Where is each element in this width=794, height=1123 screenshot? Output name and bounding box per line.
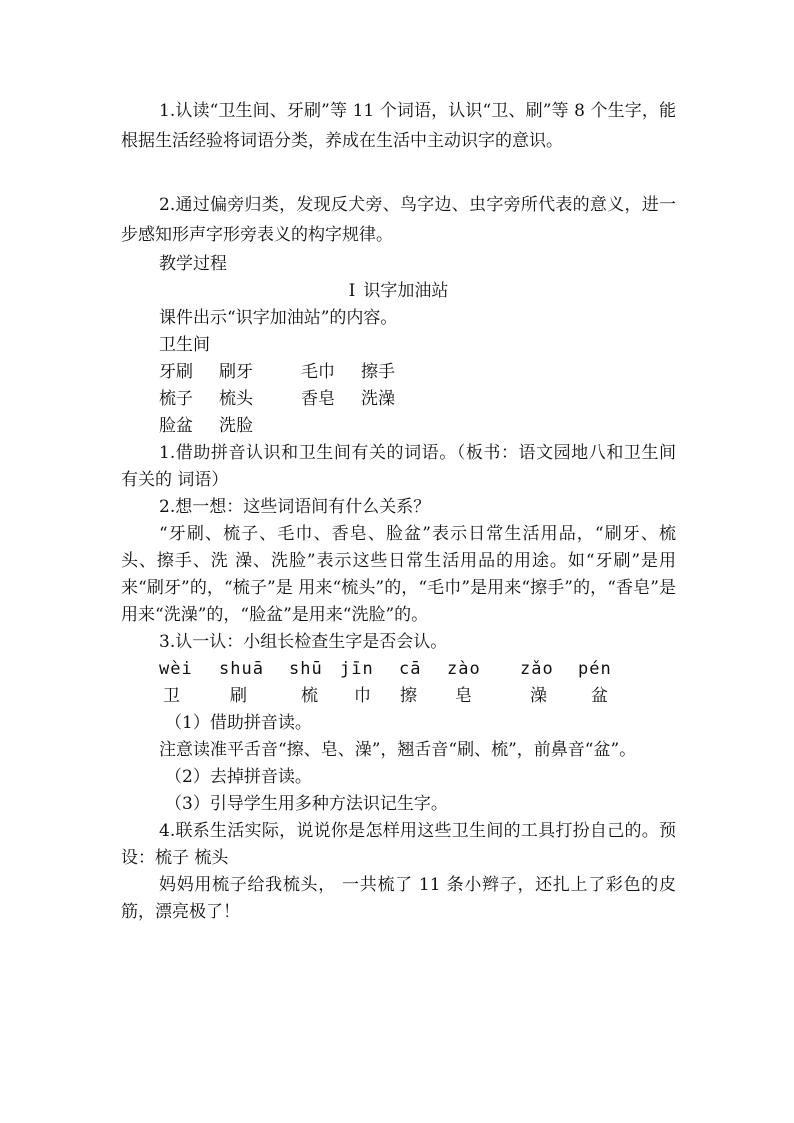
character: 澡: [530, 686, 547, 706]
step-3: 3.认一认：小组长检查生字是否会认。: [159, 632, 448, 652]
word: 脸盆: [159, 416, 193, 436]
word: 梳子: [159, 389, 193, 409]
step-4-example: 妈妈用梳子给我梳头， 一共梳了 11 条小辫子，还扎上了彩色的皮筋，漂亮极了！: [121, 875, 676, 922]
word: 洗澡: [361, 389, 395, 409]
step-3-c: （3）引导学生用多种方法识记生字。: [165, 794, 448, 814]
pinyin: zǎo: [520, 659, 554, 679]
character: 卫: [163, 686, 180, 706]
word: 香皂: [301, 389, 335, 409]
pinyin: shū: [289, 659, 323, 679]
word: 梳头: [219, 389, 253, 409]
word: 擦手: [361, 362, 395, 382]
pinyin: zào: [447, 659, 481, 679]
objective-2: 2.通过偏旁归类，发现反犬旁、鸟字边、虫字旁所代表的意义，进一步感知形声字形旁表义的构字规律。: [121, 195, 676, 245]
word: 卫生间: [159, 335, 210, 355]
character: 擦: [400, 686, 417, 706]
step-2: 2.想一想：这些词语间有什么关系？: [159, 497, 431, 517]
word-row-3: [121, 386, 676, 413]
word-row-1: [121, 332, 676, 359]
word-row-4: [121, 413, 676, 440]
character: 盆: [591, 686, 608, 706]
document-page: [121, 96, 676, 926]
pinyin: wèi: [159, 659, 193, 679]
character-row: [121, 683, 676, 710]
pinyin: shuā: [219, 659, 264, 679]
word: 洗脸: [219, 416, 253, 436]
process-heading: 教学过程: [159, 254, 227, 274]
step-3-a-note: 注意读准平舌音“擦、皂、澡”，翘舌音“刷、梳”，前鼻音“盆”。: [159, 740, 637, 760]
intro-line: 课件出示“识字加油站”的内容。: [159, 308, 398, 328]
section-title-text: 识字加油站: [363, 281, 449, 301]
section-title: [121, 278, 676, 305]
step-1: 1.借助拼音认识和卫生间有关的词语。（板书：语文园地八和卫生间有关的 词语）: [121, 443, 676, 490]
pinyin: pén: [578, 659, 612, 679]
word-row-2: [121, 359, 676, 386]
character: 巾: [354, 686, 371, 706]
step-4: 4.联系生活实际，说说你是怎样用这些卫生间的工具打扮自己的。预设：梳子 梳头: [121, 821, 676, 868]
objective-1: 1.认读“卫生间、牙刷”等 11 个词语，认识“卫、刷”等 8 个生字，能根据生活经验将词语分类，养成在生活中主动识字的意识。: [121, 101, 676, 151]
word: 毛巾: [301, 362, 335, 382]
step-3-b: （2）去掉拼音读。: [165, 767, 312, 787]
pinyin-row: [121, 656, 676, 683]
character: 刷: [230, 686, 247, 706]
step-3-a: （1）借助拼音读。: [165, 713, 312, 733]
pinyin: jīn: [340, 659, 374, 679]
word: 牙刷: [159, 362, 193, 382]
pinyin: cā: [399, 659, 422, 679]
word: 刷牙: [219, 362, 253, 382]
character: 皂: [455, 686, 472, 706]
step-2-explanation: “牙刷、梳子、毛巾、香皂、脸盆”表示日常生活用品，“刷牙、梳头、擦手、洗 澡、洗脸”表示这些日常生活用品的用途。如“牙刷”是用来“刷牙”的，“梳子”是 用来“梳头”的，“毛巾”是用来“擦手”的，“香皂”是用来“洗澡”的，“脸盆”是用来“洗脸”的。: [121, 524, 676, 625]
section-number: Ⅰ: [348, 281, 356, 301]
character: 梳: [301, 686, 318, 706]
